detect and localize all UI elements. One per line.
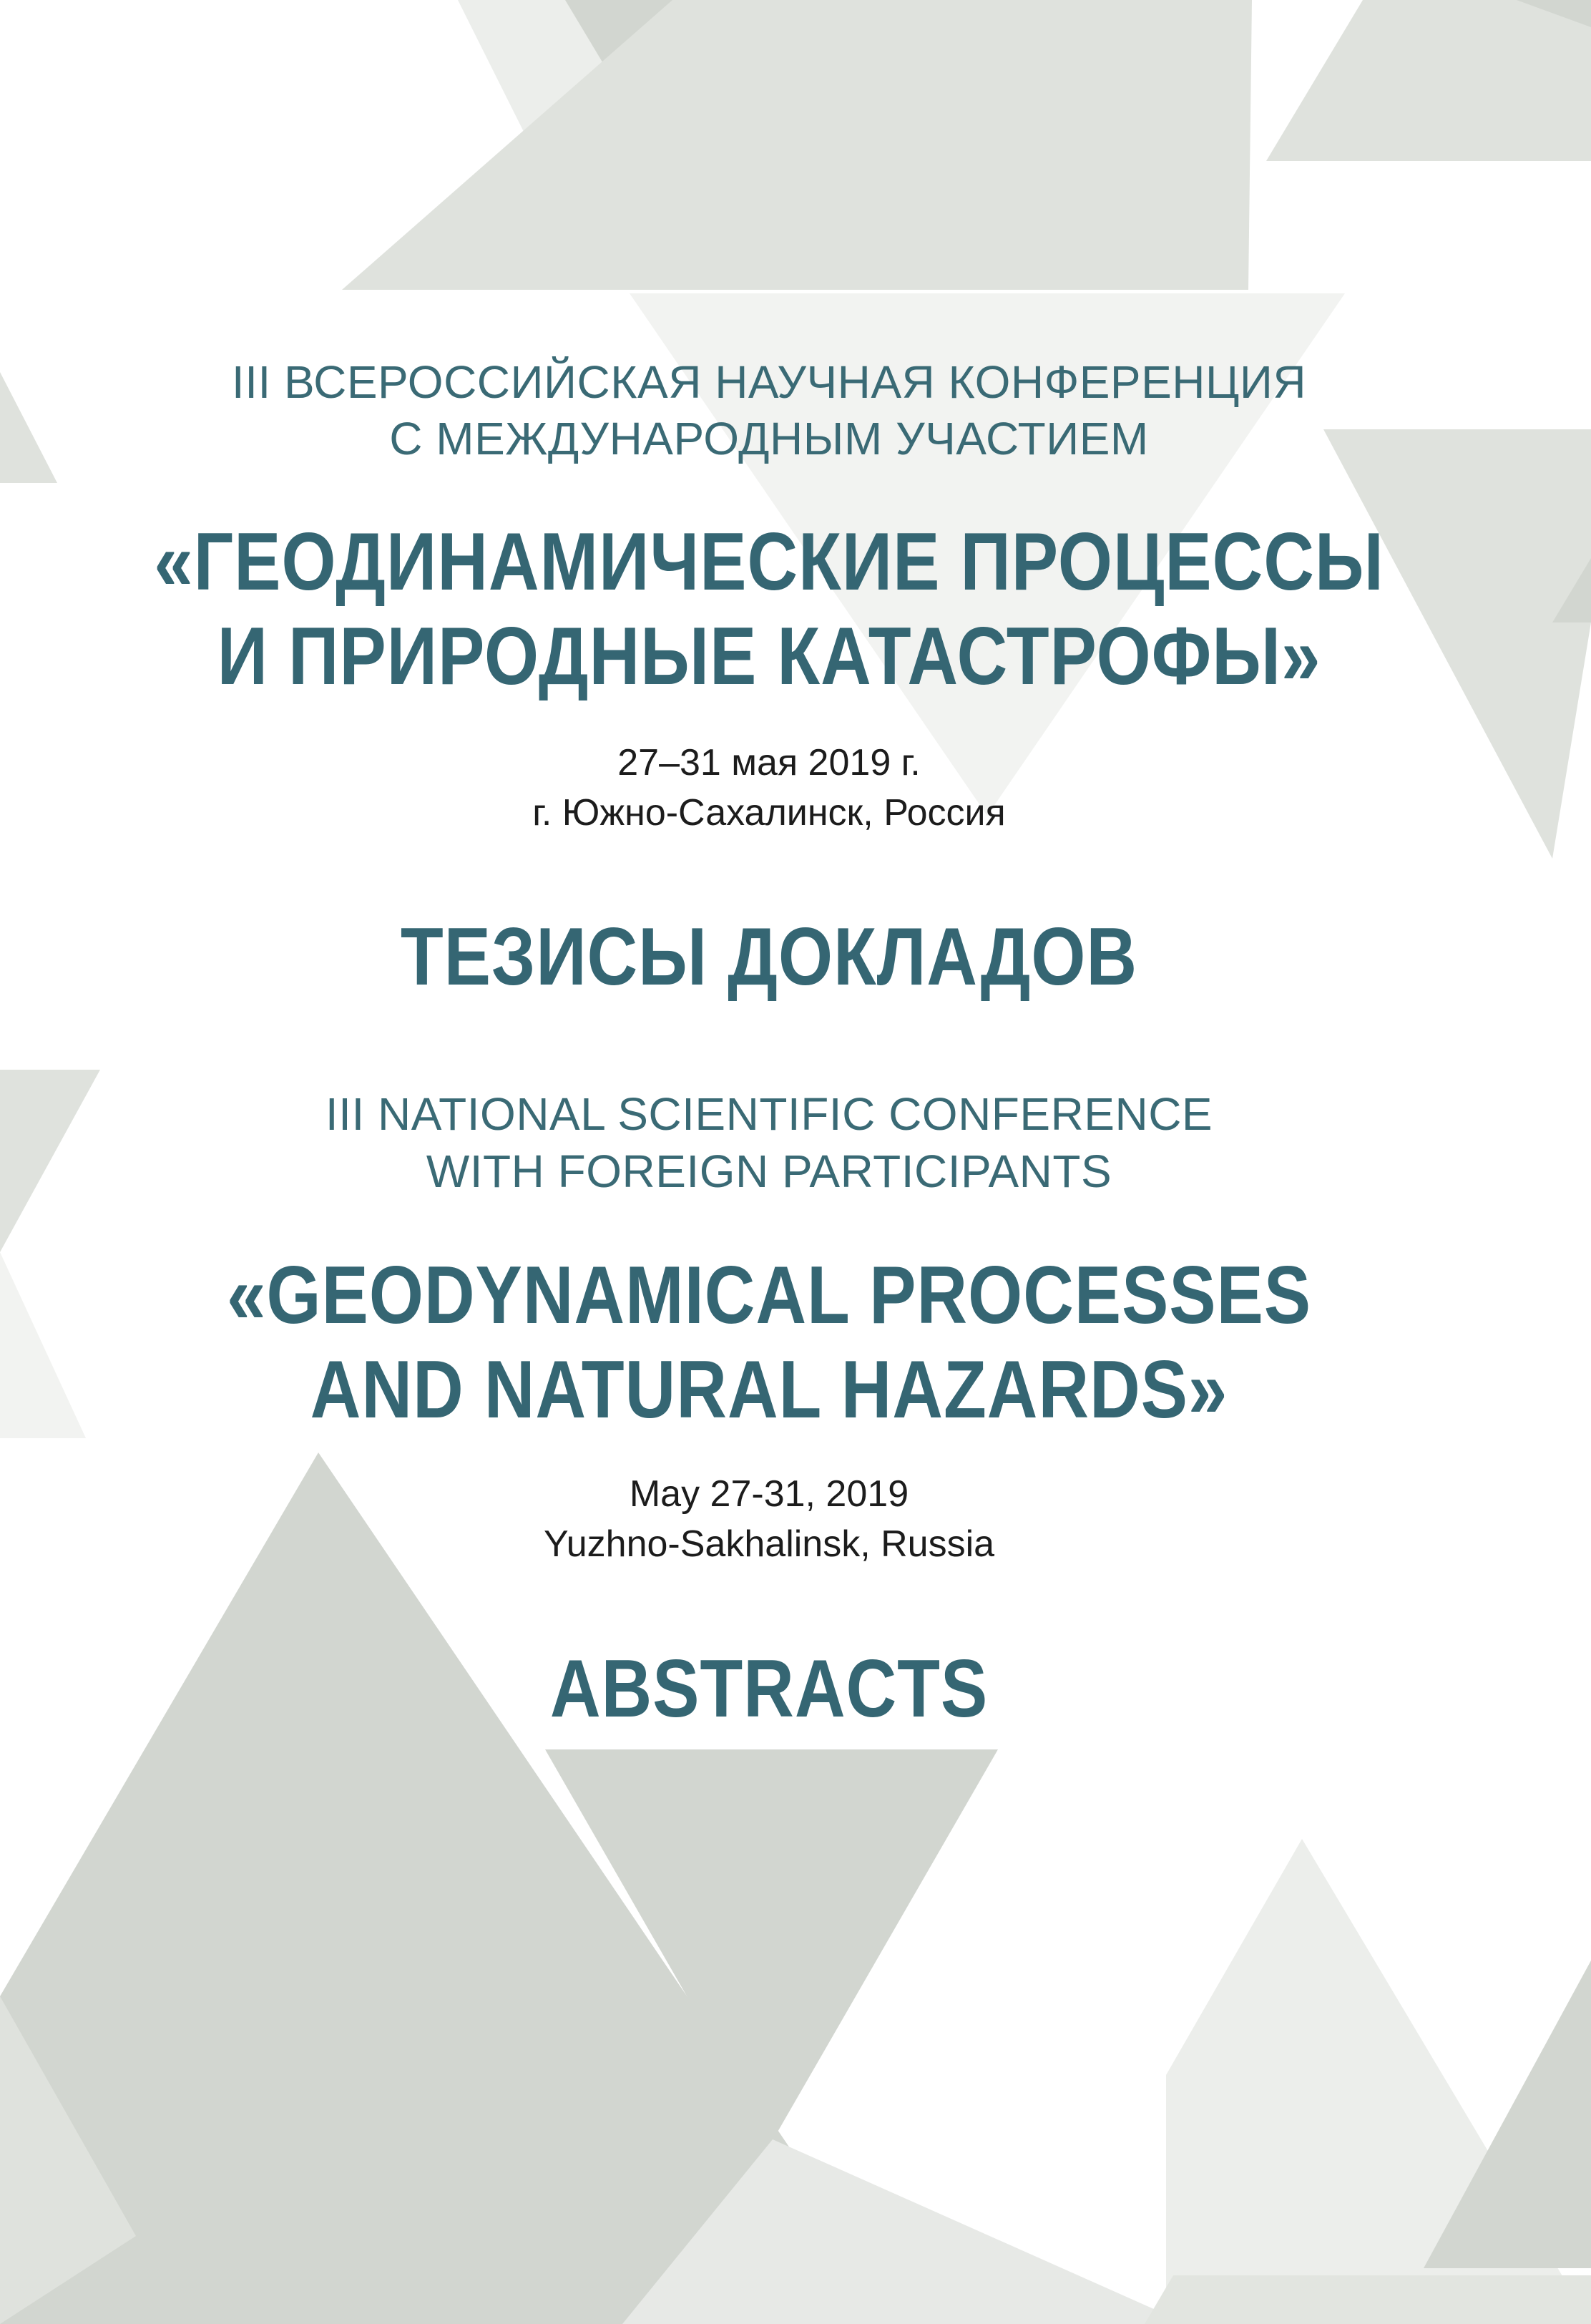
en-location: Yuzhno-Sakhalinsk, Russia: [543, 1523, 995, 1565]
en-title-line-2: AND NATURAL HAZARDS»: [310, 1344, 1228, 1435]
ru-title-line-2: И ПРИРОДНЫЕ КАТАСТРОФЫ»: [217, 611, 1321, 702]
ru-subtitle-line-2: С МЕЖДУНАРОДНЫМ УЧАСТИЕМ: [389, 413, 1149, 464]
ru-date: 27–31 мая 2019 г.: [617, 742, 921, 783]
en-subtitle-line-1: III NATIONAL SCIENTIFIC CONFERENCE: [325, 1088, 1213, 1140]
en-title-line-1: «GEODYNAMICAL PROCESSES: [226, 1250, 1312, 1341]
en-date: May 27-31, 2019: [629, 1473, 909, 1515]
ru-title-line-1: «ГЕОДИНАМИЧЕСКИЕ ПРОЦЕССЫ: [154, 517, 1384, 607]
en-subtitle-line-2: WITH FOREIGN PARTICIPANTS: [426, 1146, 1112, 1197]
ru-location: г. Южно-Сахалинск, Россия: [532, 792, 1006, 834]
ru-heading-abstracts: ТЕЗИСЫ ДОКЛАДОВ: [400, 912, 1138, 1002]
en-heading-abstracts: ABSTRACTS: [549, 1644, 989, 1734]
ru-subtitle-line-1: III ВСЕРОССИЙСКАЯ НАУЧНАЯ КОНФЕРЕНЦИЯ: [231, 356, 1307, 408]
